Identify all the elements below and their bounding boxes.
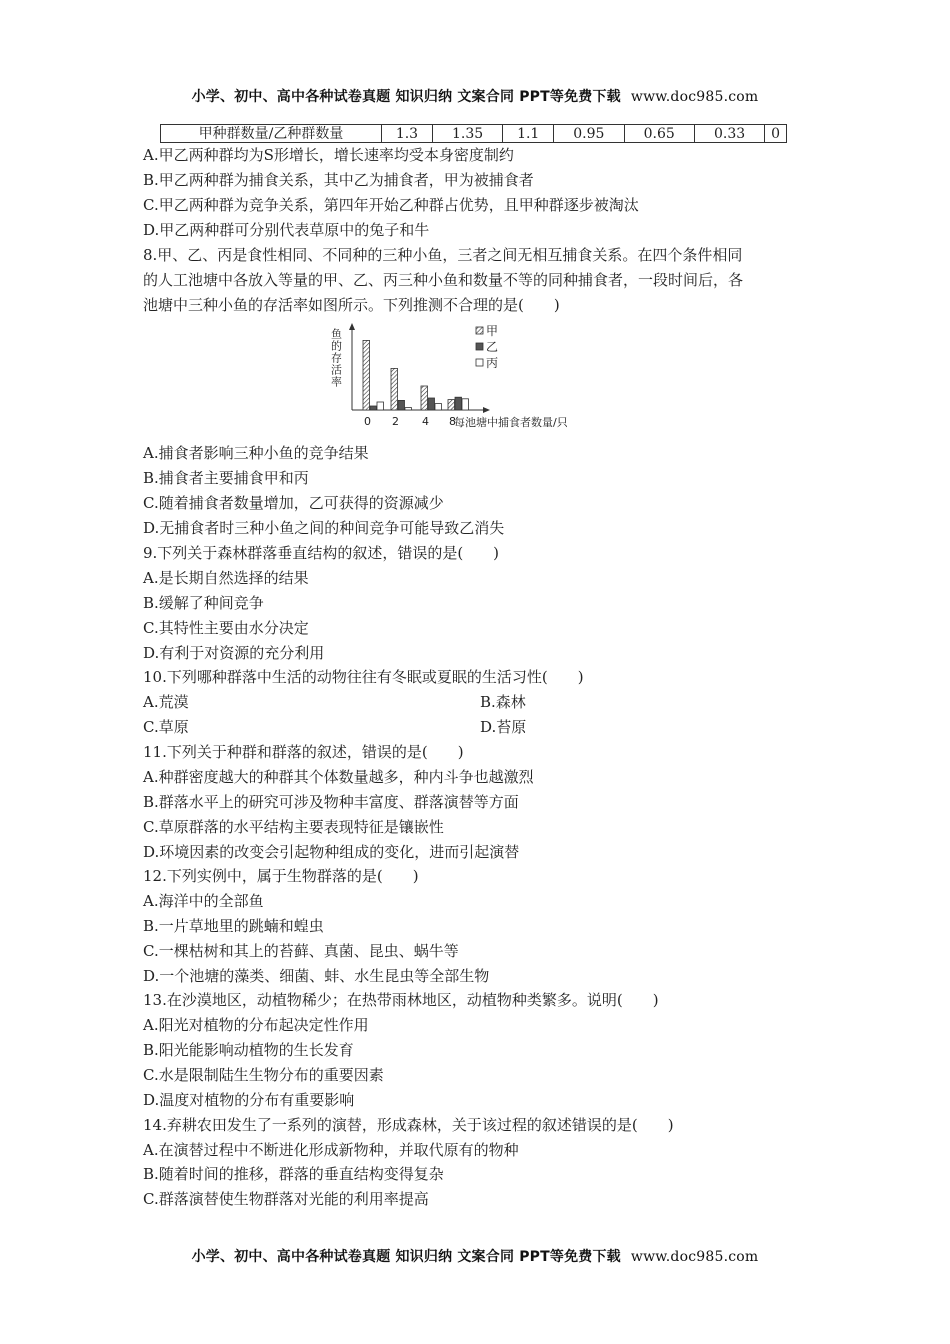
bar-乙-0	[370, 406, 377, 410]
q8-option-d: D.无捕食者时三种小鱼之间的种间竞争可能导致乙消失	[143, 519, 505, 537]
x-tick-label: 2	[392, 415, 399, 428]
q13-option-d: D.温度对植物的分布有重要影响	[143, 1091, 355, 1109]
q9-stem: 9.下列关于森林群落垂直结构的叙述，错误的是( )	[143, 544, 500, 562]
q13-option-b: B.阳光能影响动植物的生长发育	[143, 1041, 354, 1059]
q10-option-a: A.荒漠	[143, 693, 189, 711]
bar-丙-8	[462, 399, 469, 410]
table-cell: 0.95	[554, 125, 624, 143]
x-tick-label: 4	[422, 415, 429, 428]
x-axis-arrow	[483, 407, 490, 413]
bar-甲-2	[391, 368, 398, 410]
q14-option-a: A.在演替过程中不断进化形成新物种，并取代原有的物种	[143, 1141, 519, 1159]
q7-option-c: C.甲乙两种群为竞争关系，第四年开始乙种群占优势，且甲种群逐步被淘汰	[143, 196, 639, 214]
bar-丙-0	[377, 402, 384, 410]
legend-swatch-丙	[476, 359, 483, 366]
banner-text: 小学、初中、高中各种试卷真题 知识归纳 文案合同 PPT等免费下载	[191, 1249, 621, 1265]
table-cell: 1.3	[382, 125, 433, 143]
header-banner	[0, 86, 950, 106]
q13-option-a: A.阳光对植物的分布起决定性作用	[143, 1016, 369, 1034]
q7-option-b: B.甲乙两种群为捕食关系，其中乙为捕食者，甲为被捕食者	[143, 171, 534, 189]
q14-option-c: C.群落演替使生物群落对光能的利用率提高	[143, 1190, 429, 1208]
q8-option-b: B.捕食者主要捕食甲和丙	[143, 469, 309, 487]
q8-stem-line: 的人工池塘中各放入等量的甲、乙、丙三种小鱼和数量不等的同种捕食者，一段时间后，各	[143, 271, 744, 289]
table-header-cell: 甲种群数量/乙种群数量	[161, 125, 382, 143]
table-cell: 1.1	[503, 125, 554, 143]
q13-option-c: C.水是限制陆生生物分布的重要因素	[143, 1066, 384, 1084]
bar-甲-4	[421, 386, 428, 410]
bar-丙-2	[405, 408, 412, 410]
survival-rate-bar-chart	[326, 322, 616, 428]
banner-text: 小学、初中、高中各种试卷真题 知识归纳 文案合同 PPT等免费下载	[191, 89, 621, 105]
q9-option-b: B.缓解了种间竞争	[143, 594, 264, 612]
q10-option-b: B.森林	[480, 693, 526, 711]
q12-option-b: B.一片草地里的跳蝻和蝗虫	[143, 917, 324, 935]
table-cell: 0.33	[694, 125, 764, 143]
legend-label: 丙	[486, 356, 499, 370]
q14-stem: 14.弃耕农田发生了一系列的演替，形成森林，关于该过程的叙述错误的是( )	[143, 1116, 674, 1134]
y-axis-label: 鱼的存活率	[329, 328, 343, 388]
bar-乙-4	[428, 398, 435, 410]
q8-stem-line: 8.甲、乙、丙是食性相同、不同种的三种小鱼，三者之间无相互捕食关系。在四个条件相同	[143, 246, 743, 264]
q14-option-b: B.随着时间的推移，群落的垂直结构变得复杂	[143, 1165, 444, 1183]
q7-option-d: D.甲乙两种群可分别代表草原中的兔子和牛	[143, 221, 430, 239]
q9-option-d: D.有利于对资源的充分利用	[143, 644, 325, 662]
x-tick-label: 8	[449, 415, 456, 428]
q8-option-c: C.随着捕食者数量增加，乙可获得的资源减少	[143, 494, 444, 512]
q11-option-b: B.群落水平上的研究可涉及物种丰富度、群落演替等方面	[143, 793, 519, 811]
banner-url[interactable]: www.doc985.com	[630, 1249, 759, 1265]
bar-乙-8	[455, 397, 462, 410]
q12-option-d: D.一个池塘的藻类、细菌、蚌、水生昆虫等全部生物	[143, 967, 490, 985]
q12-option-a: A.海洋中的全部鱼	[143, 892, 264, 910]
q11-option-a: A.种群密度越大的种群其个体数量越多，种内斗争也越激烈	[143, 768, 534, 786]
q7-option-a: A.甲乙两种群均为S形增长，增长速率均受本身密度制约	[143, 146, 514, 164]
table-cell: 0	[765, 125, 787, 143]
q11-option-c: C.草原群落的水平结构主要表现特征是镶嵌性	[143, 818, 444, 836]
q8-option-a: A.捕食者影响三种小鱼的竞争结果	[143, 444, 369, 462]
population-ratio-table	[160, 124, 787, 143]
q11-stem: 11.下列关于种群和群落的叙述，错误的是( )	[143, 743, 464, 761]
bar-丙-4	[435, 404, 442, 410]
legend-label: 甲	[486, 324, 499, 338]
x-tick-label: 0	[364, 415, 371, 428]
legend-label: 乙	[486, 340, 499, 354]
bar-甲-8	[448, 400, 455, 410]
q9-option-c: C.其特性主要由水分决定	[143, 619, 309, 637]
q9-option-a: A.是长期自然选择的结果	[143, 569, 309, 587]
banner-url[interactable]: www.doc985.com	[630, 89, 759, 105]
legend-swatch-甲	[476, 327, 483, 334]
q10-option-c: C.草原	[143, 718, 189, 736]
q8-stem-line: 池塘中三种小鱼的存活率如图所示。下列推测不合理的是( )	[143, 296, 560, 314]
table-cell: 0.65	[624, 125, 694, 143]
q10-stem: 10.下列哪种群落中生活的动物往往有冬眠或夏眠的生活习性( )	[143, 668, 584, 686]
x-axis-label: 每池塘中捕食者数量/只	[454, 416, 568, 428]
table-row	[161, 125, 787, 143]
footer-banner	[0, 1246, 950, 1266]
q12-option-c: C.一棵枯树和其上的苔藓、真菌、昆虫、蜗牛等	[143, 942, 459, 960]
q10-option-d: D.苔原	[480, 718, 527, 736]
legend-swatch-乙	[476, 343, 483, 350]
q11-option-d: D.环境因素的改变会引起物种组成的变化，进而引起演替	[143, 843, 520, 861]
q12-stem: 12.下列实例中，属于生物群落的是( )	[143, 867, 419, 885]
q13-stem: 13.在沙漠地区，动植物稀少；在热带雨林地区，动植物种类繁多。说明( )	[143, 991, 659, 1009]
bar-乙-2	[398, 400, 405, 410]
bar-甲-0	[363, 340, 370, 410]
table-cell: 1.35	[432, 125, 502, 143]
y-axis-arrow	[349, 323, 355, 330]
